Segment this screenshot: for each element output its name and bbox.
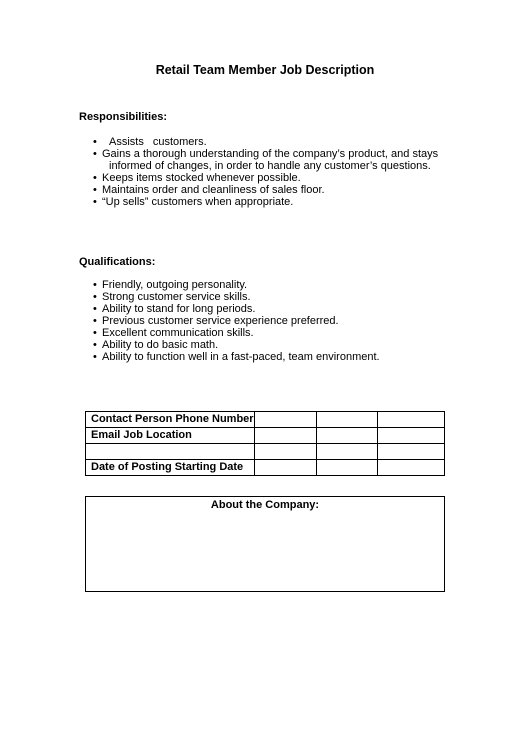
list-item-text-continued: informed of changes, in order to handle any customer’s questions.: [109, 160, 431, 172]
table-cell[interactable]: [254, 444, 316, 460]
table-row: [86, 460, 445, 476]
table-cell[interactable]: [316, 444, 377, 460]
list-item-text: Keeps items stocked whenever possible.: [102, 172, 301, 184]
responsibilities-list: [93, 136, 438, 208]
list-item: • Strong customer service skills.: [93, 291, 380, 303]
list-item: • Ability to stand for long periods.: [93, 303, 380, 315]
table-cell[interactable]: [254, 412, 316, 428]
list-item-text: customers.: [152, 136, 207, 148]
about-company-heading: About the Company:: [210, 499, 320, 511]
table-cell-label: Email Job Location: [86, 428, 255, 444]
list-item: • Ability to do basic math.: [93, 339, 380, 351]
table-row: [86, 412, 445, 428]
about-company-box[interactable]: [85, 496, 445, 592]
table-cell[interactable]: [378, 460, 445, 476]
list-item: [93, 136, 438, 148]
table-cell[interactable]: [254, 428, 316, 444]
table-cell-label: [86, 444, 255, 460]
contact-table: [85, 411, 445, 476]
list-item: • Excellent communication skills.: [93, 327, 380, 339]
table-cell[interactable]: [316, 412, 377, 428]
table-cell[interactable]: [316, 428, 377, 444]
table-cell[interactable]: [254, 460, 316, 476]
list-item: [93, 184, 438, 196]
list-item-text: Maintains order and cleanliness of sales floor.: [102, 184, 325, 196]
qualifications-heading: Qualifications:: [79, 256, 156, 268]
table-cell-label: Date of Posting Starting Date: [86, 460, 255, 476]
list-item: • Friendly, outgoing personality.: [93, 279, 380, 291]
table-row: [86, 428, 445, 444]
table-cell[interactable]: [378, 444, 445, 460]
table-cell[interactable]: [378, 428, 445, 444]
table-row: [86, 444, 445, 460]
list-item: [93, 148, 438, 172]
document-title: Retail Team Member Job Description: [155, 63, 375, 77]
list-item: [93, 172, 438, 184]
table-cell[interactable]: [378, 412, 445, 428]
qualifications-list: [93, 279, 380, 363]
list-item: • Ability to function well in a fast-paced, team environment.: [93, 351, 380, 363]
list-item: [93, 196, 438, 208]
list-item-text: “Up sells” customers when appropriate.: [102, 196, 294, 208]
list-item-text: Assists: [109, 136, 144, 148]
responsibilities-heading: Responsibilities:: [79, 111, 168, 123]
table-cell-label: Contact Person Phone Number: [86, 412, 255, 428]
list-item-text: Gains a thorough understanding of the company’s product, and stays: [102, 148, 439, 160]
list-item: • Previous customer service experience preferred.: [93, 315, 380, 327]
table-cell[interactable]: [316, 460, 377, 476]
